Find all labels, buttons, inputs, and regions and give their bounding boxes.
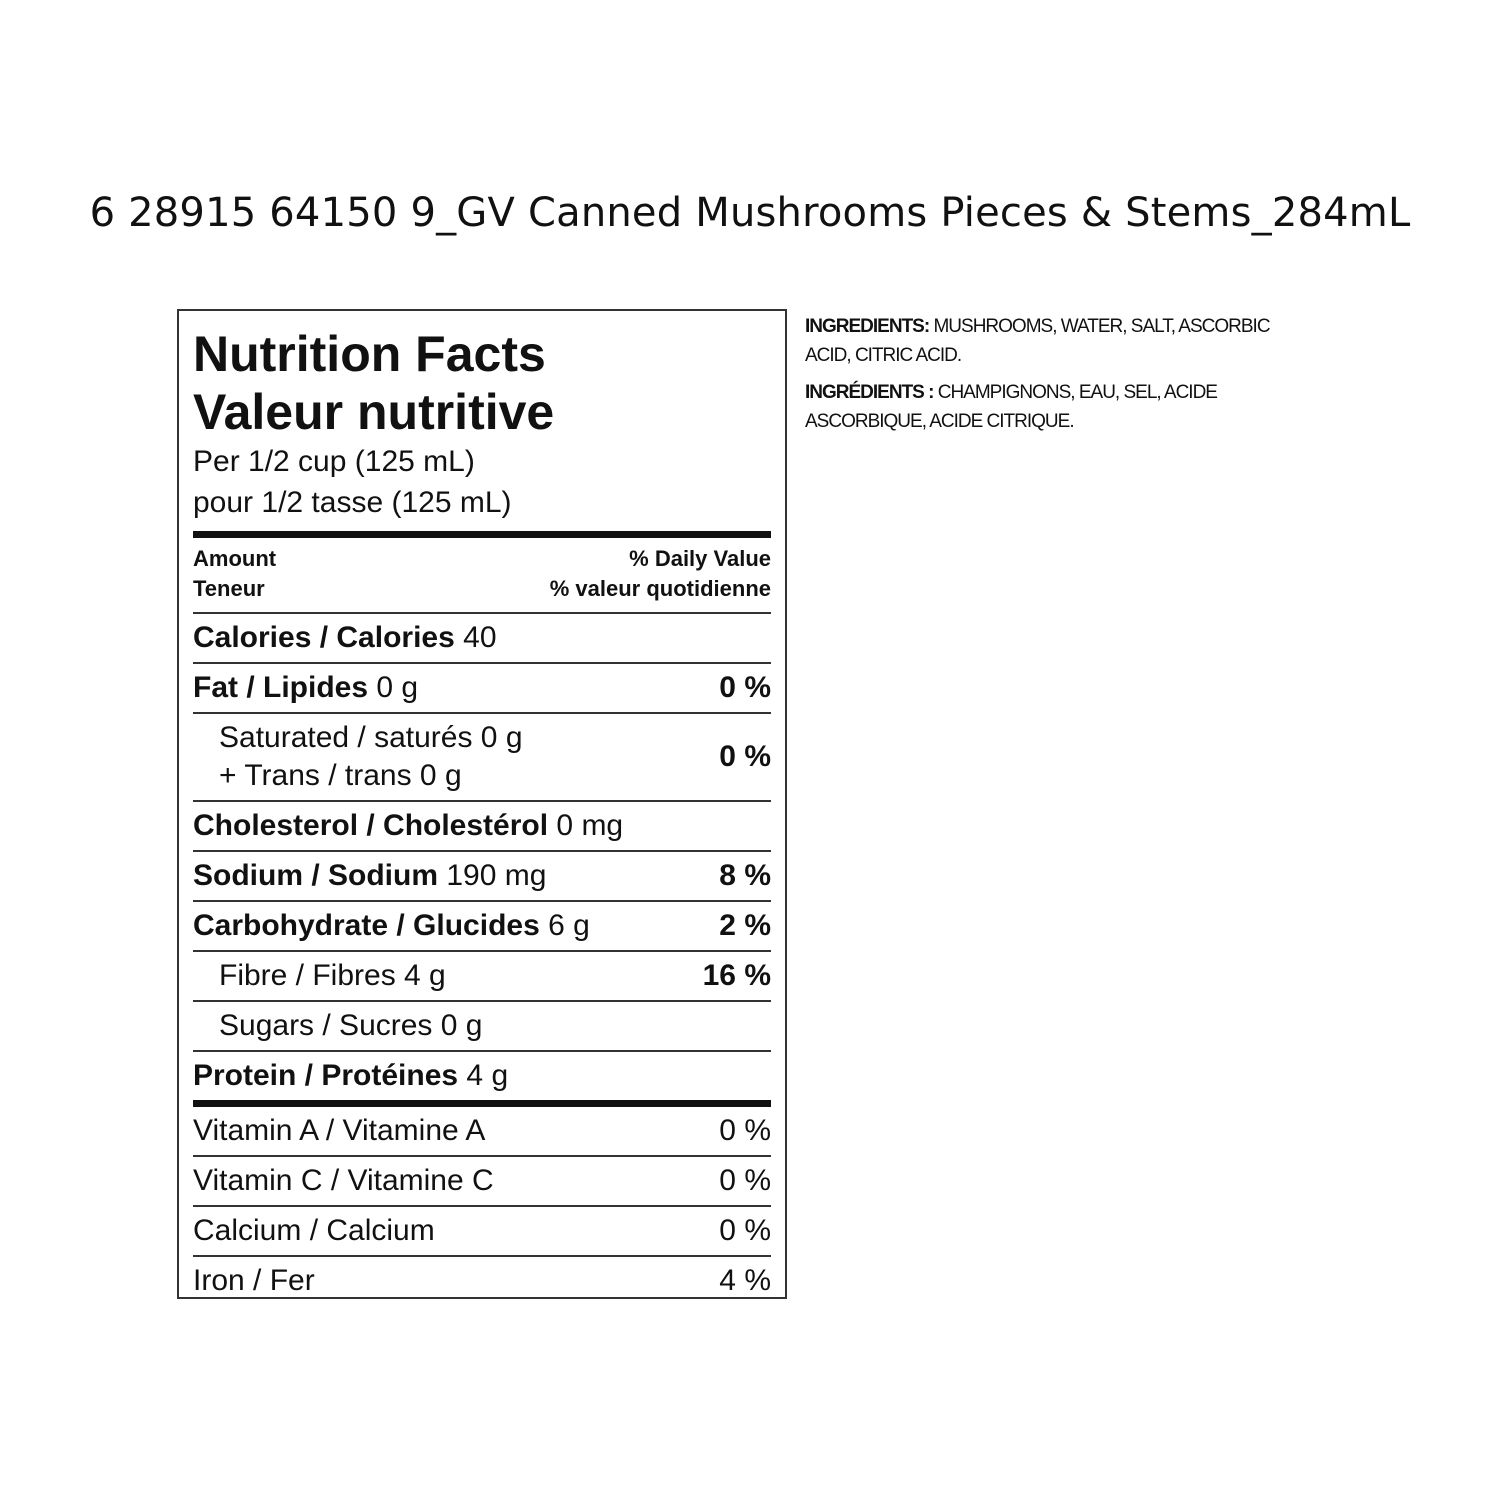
row-vitamin-a	[193, 1100, 771, 1155]
fibre-pct: 16 %	[702, 959, 771, 992]
row-carbohydrate	[193, 900, 771, 950]
amount-en: Amount	[193, 546, 277, 571]
row-sodium	[193, 850, 771, 900]
ingredients-block	[805, 312, 1305, 444]
iron-label: Iron / Fer	[193, 1264, 315, 1297]
row-saturated-trans	[193, 712, 771, 800]
daily-value-labels	[550, 544, 771, 604]
vitamin-c-pct: 0 %	[719, 1164, 771, 1197]
ingredients-en-label: INGREDIENTS:	[805, 316, 930, 337]
sodium-label-group	[193, 859, 546, 893]
vitamin-a-label: Vitamin A / Vitamine A	[193, 1114, 486, 1147]
nutrition-facts-panel	[177, 309, 787, 1299]
vitamin-a-pct: 0 %	[719, 1114, 771, 1147]
row-protein	[193, 1050, 771, 1100]
calories-label-group	[193, 621, 497, 655]
amount-fr: Teneur	[193, 576, 265, 601]
fat-label-group	[193, 671, 418, 705]
ingredients-en-text: MUSHROOMS, WATER, SALT, ASCORBIC ACID, CITRIC ACID.	[805, 316, 1270, 366]
thick-divider	[193, 531, 771, 538]
saturated-label: Saturated / saturés 0 g	[219, 721, 523, 754]
serving-en: Per 1/2 cup (125 mL)	[193, 445, 475, 478]
row-iron	[193, 1255, 771, 1305]
carbohydrate-pct: 2 %	[719, 909, 771, 942]
fat-value: 0 g	[376, 671, 419, 704]
calories-label: Calories / Calories	[193, 621, 455, 654]
calcium-label: Calcium / Calcium	[193, 1214, 435, 1247]
carbohydrate-label: Carbohydrate / Glucides	[193, 909, 540, 942]
row-calories	[193, 612, 771, 662]
amount-header	[193, 544, 771, 604]
iron-pct: 4 %	[719, 1264, 771, 1297]
cholesterol-label-group	[193, 809, 623, 843]
sodium-value: 190 mg	[446, 859, 547, 892]
protein-value: 4 g	[466, 1059, 509, 1092]
calories-value: 40	[463, 621, 497, 654]
row-cholesterol	[193, 800, 771, 850]
ingredients-fr	[805, 378, 1305, 436]
sugars-label: Sugars / Sucres 0 g	[219, 1009, 483, 1042]
sodium-pct: 8 %	[719, 859, 771, 892]
row-fat	[193, 662, 771, 712]
heading-fr: Valeur nutritive	[193, 384, 555, 440]
row-fibre	[193, 950, 771, 1000]
saturated-pct: 0 %	[719, 740, 771, 773]
ingredients-fr-text: CHAMPIGNONS, EAU, SEL, ACIDE ASCORBIQUE, ACIDE CITRIQUE.	[805, 382, 1217, 432]
protein-label: Protein / Protéines	[193, 1059, 459, 1092]
calcium-pct: 0 %	[719, 1214, 771, 1247]
saturated-label-group	[193, 719, 523, 795]
trans-label: + Trans / trans 0 g	[219, 759, 462, 792]
ingredients-fr-label: INGRÉDIENTS :	[805, 382, 934, 403]
carbohydrate-label-group	[193, 909, 590, 943]
serving-fr: pour 1/2 tasse (125 mL)	[193, 486, 512, 519]
fibre-label: Fibre / Fibres 4 g	[219, 959, 446, 992]
heading-en: Nutrition Facts	[193, 326, 546, 382]
row-calcium	[193, 1205, 771, 1255]
protein-label-group	[193, 1059, 508, 1093]
vitamin-c-label: Vitamin C / Vitamine C	[193, 1164, 494, 1197]
cholesterol-label: Cholesterol / Cholestérol	[193, 809, 549, 842]
cholesterol-value: 0 mg	[556, 809, 624, 842]
dv-en: % Daily Value	[629, 546, 771, 571]
ingredients-en	[805, 312, 1305, 370]
fat-label: Fat / Lipides	[193, 671, 369, 704]
row-vitamin-c	[193, 1155, 771, 1205]
fat-pct: 0 %	[719, 671, 771, 704]
sodium-label: Sodium / Sodium	[193, 859, 438, 892]
amount-labels	[193, 544, 276, 604]
carbohydrate-value: 6 g	[548, 909, 590, 942]
dv-fr: % valeur quotidienne	[549, 576, 771, 601]
page-title: 6 28915 64150 9_GV Canned Mushrooms Pieces & Stems_284mL	[89, 190, 1411, 236]
row-sugars	[193, 1000, 771, 1050]
